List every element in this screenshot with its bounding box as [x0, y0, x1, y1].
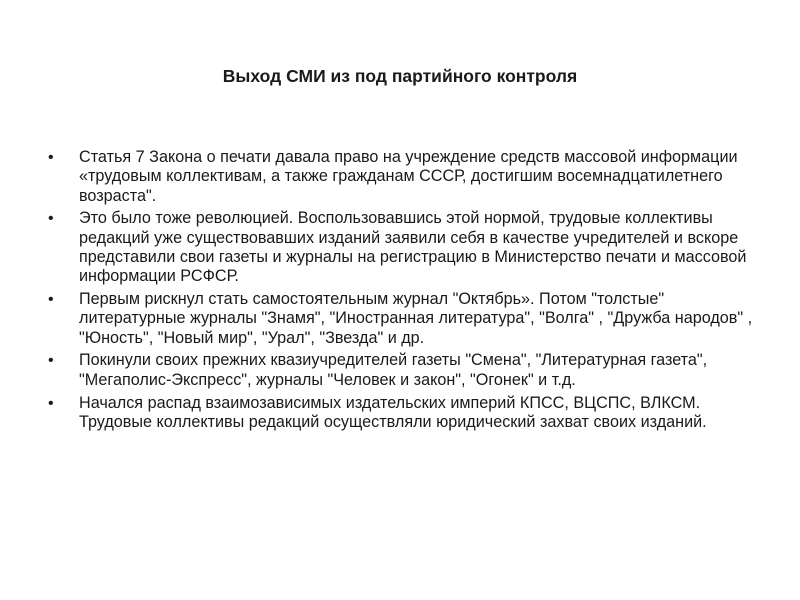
- bullet-item: [48, 394, 758, 433]
- bullet-item: [48, 209, 758, 286]
- bullet-dot-icon: •: [48, 149, 54, 166]
- bullet-list: [48, 148, 758, 436]
- bullet-dot-icon: •: [48, 210, 54, 228]
- slide-title: Выход СМИ из под партийного контроля: [222, 66, 578, 86]
- bullet-item: [48, 290, 758, 348]
- bullet-text: Статья 7 Закона о печати давала право на учреждение средств массовой информации «трудовым коллективам, а также гражданам СССР, достигшим восемнадцатилетнего возраста".: [79, 148, 738, 205]
- bullet-dot-icon: •: [48, 394, 54, 412]
- bullet-text: Это было тоже революцией. Воспользовавшись этой нормой, трудовые коллективы редакций уже существовавших изданий заявили себя в качестве учредителей и вскоре представили свои газеты и журналы на регистрацию в Министерство печати и массовой информации РСФСР.: [79, 209, 747, 286]
- bullet-item: [48, 351, 758, 390]
- bullet-dot-icon: •: [48, 352, 54, 370]
- bullet-text: Покинули своих прежних квазиучредителей газеты "Смена", "Литературная газета", "Мегаполис-Экспресс", журналы "Человек и закон", "Огонек" и т.д.: [79, 351, 708, 389]
- bullet-dot-icon: •: [48, 291, 54, 309]
- bullet-text: Первым рискнул стать самостоятельным журнал "Октябрь». Потом "толстые" литературные журналы "Знамя", "Иностранная литература", "Волга" , "Дружба народов" , "Юность", "Новый мир", "Урал", "Звезда" и др.: [79, 290, 753, 347]
- bullet-item: [48, 148, 758, 206]
- bullet-text: Начался распад взаимозависимых издательских империй КПСС, ВЦСПС, ВЛКСМ. Трудовые коллективы редакций осуществляли юридический захват своих изданий.: [79, 393, 707, 431]
